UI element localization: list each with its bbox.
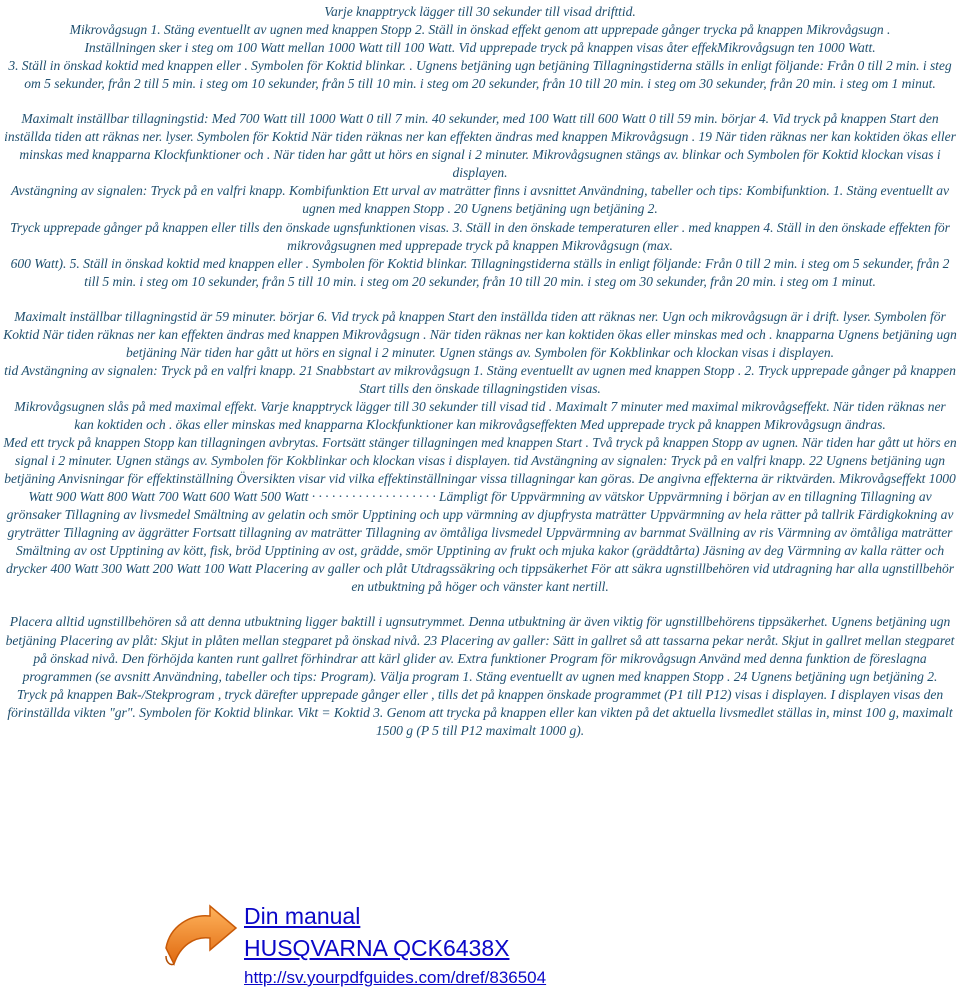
paragraph: tid Avstängning av signalen: Tryck på en valfri knapp. 21 Snabbstart av mikrovågsugn 1. Stäng eventuellt av ugnen med knappen Stopp . 2. Tryck upprepade gånger på knappen Start tills den önskade tillagningstiden visas.: [4, 362, 956, 396]
footer-links: [244, 900, 546, 990]
paragraph: Maximalt inställbar tillagningstid är 59 minuter. börjar 6. Vid tryck på knappen Start den inställda tiden att räknas ner. Ugn och mikrovågsugn är i drift. lyser. Symbolen för Koktid När tiden räknas ner kan effekten ändras med knappen Mikrovågsugn . När tiden räknas ner kan koktiden ökas eller minskas med och . knapparna Ugnens betjäning ugn betjäning När tiden har gått ut hörs en signal i 2 minuter. Ugnen stängs av. Symbolen för Kokblinkar och klockan visas i displayen.: [3, 308, 957, 360]
paragraph: Inställningen sker i steg om 100 Watt mellan 1000 Watt till 100 Watt. Vid upprepade tryck på knappen visas åter effekMikrovågsugn ten 1000 Watt.: [84, 40, 876, 56]
paragraph: Maximalt inställbar tillagningstid: Med 700 Watt till 1000 Watt 0 till 7 min. 40 sekunder, med 100 Watt till 600 Watt 0 till 59 min. börjar 4. Vid tryck på knappen Start den inställda tiden att räknas ner. lyser. Symbolen för Koktid När tiden räknas ner kan effekten ändras med knappen Mikrovågsugn . 19 När tiden räknas ner kan koktiden ökas eller minskas med knapparna Klockfunktioner och . När tiden har gått ut hörs en signal i 2 minuter. Mikrovågsugnen stängs av. blinkar och Symbolen för Koktid klockan visas i displayen.: [4, 111, 956, 181]
manual-url-link[interactable]: http://sv.yourpdfguides.com/dref/836504: [244, 968, 547, 987]
paragraph: Med ett tryck på knappen Stopp kan tillagningen avbrytas. Fortsätt stänger tillagningen med knappen Start . Två tryck på knappen Stopp av ugnen. När tiden har gått ut hörs en signal i 2 minuter. Ugnen stängs av. Symbolen för Kokblinkar och klockan visas i displayen. tid Avstängning av signalen: Tryck på en valfri knapp. 22 Ugnens betjäning ugn betjäning Anvisningar för effektinställning Översikten visar vid vilka effektinställningar vissa tillagningar kan göras. De angivna effekterna är riktvärden. Mikrovågseffekt 1000 Watt 900 Watt 800 Watt 700 Watt 600 Watt 500 Watt · · · · · · · · · · · · · · · · · · · Lämpligt för Uppvärmning av vätskor Uppvärmning i början av en tillagning Tillagning av grönsaker Tillagning av livsmedel Smältning av gelatin och smör Upptining och upp värmning av djupfrysta maträtter Uppvärmning av hela rätter på tallrik Färdigkokning av gryträtter Tillagning av äggrätter Fortsatt tillagning av maträtter Tillagning av ömtåliga livsmedel Uppvärmning av barnmat Svällning av ris Värmning av ömtåliga maträtter Smältning av ost Upptining av kött, fisk, bröd Upptining av ost, grädde, smör Upptining av frukt och mjuka kakor (gräddtårta) Jäsning av deg Värmning av kalla rätter och drycker 400 Watt 300 Watt 200 Watt 100 Watt Placering av galler och plåt Utdragssäkring och tippsäkerhet För att säkra ugnstillbehören vid utdragning har alla ugnstillbehör en utbuktning på höger och vänster kant nertill.: [3, 435, 957, 595]
manual-footer: [160, 900, 720, 995]
paragraph: 600 Watt). 5. Ställ in önskad koktid med knappen eller . Symbolen för Koktid blinkar. Tillagningstiderna ställs in enligt följande: Från 0 till 2 min. i steg om 5 sekunder, från 2 till 5 min. i steg om 10 sekunder, från 5 till 10 min. i steg om 20 sekunder, från 10 till 20 min. i steg om 30 sekunder, från 20 min. i steg om 1 minut.: [10, 255, 950, 289]
paragraph: Mikrovågsugn 1. Stäng eventuellt av ugnen med knappen Stopp 2. Ställ in önskad effekt genom att upprepade gånger trycka på knappen Mikrovågsugn .: [69, 22, 891, 38]
product-link[interactable]: HUSQVARNA QCK6438X: [244, 935, 510, 961]
manual-title-link[interactable]: Din manual: [244, 903, 361, 929]
paragraph: Tryck upprepade gånger på knappen eller tills den önskade ugnsfunktionen visas. 3. Ställ in den önskade temperaturen eller . med knappen 4. Ställ in den önskade effekten för mikrovågsugnen med upprepade tryck på knappen Mikrovågsugn (max.: [10, 219, 950, 253]
paragraph: Mikrovågsugnen slås på med maximal effekt. Varje knapptryck lägger till 30 sekunder till visad tid . Maximalt 7 minuter med maximal mikrovågseffekt. När tiden räknas ner kan koktiden och . ökas eller minskas med knapparna Klockfunktioner kan mikrovågseffekten Med upprepade tryck på knappen Mikrovågsugn ändras.: [14, 398, 946, 432]
paragraph: Tryck på knappen Bak-/Stekprogram , tryck därefter upprepade gånger eller , tills det på knappen önskade programmet (P1 till P12) visas i displayen. I displayen visas den förinställda vikten "gr". Symbolen för Koktid blinkar. Vikt = Koktid 3. Genom att trycka på knappen eller kan vikten på det aktuella livsmedlet ställas in, minst 100 g, maximalt 1500 g (P 5 till P12 maximalt 1000 g).: [7, 686, 953, 738]
paragraph: Varje knapptryck lägger till 30 sekunder till visad drifttid.: [324, 4, 636, 19]
paragraph: Avstängning av signalen: Tryck på en valfri knapp. Kombifunktion Ett urval av maträtter finns i avsnittet Användning, tabeller och tips: Kombifunktion. 1. Stäng eventuellt av ugnen med knappen Stopp . 20 Ugnens betjäning ugn betjäning 2.: [11, 183, 949, 217]
orange-arrow-icon: [160, 904, 238, 974]
paragraph: Placera alltid ugnstillbehören så att denna utbuktning ligger baktill i ugnsutrymmet. Denna utbuktning är även viktig för ugnstillbehörens tippsäkerhet. Ugnens betjäning ugn betjäning Placering av plåt: Skjut in plåten mellan stegparet på önskad nivå. 23 Placering av galler: Sätt in gallret så att tassarna pekar neråt. Skjut in gallret mellan stegparet på önskad nivå. Den förhöjda kanten runt gallret förhindrar att kärl glider av. Extra funktioner Program för mikrovågsugn Använd med denna funktion de föreslagna programmen (se avsnitt Användning, tabeller och tips: Program). Välja program 1. Stäng eventuellt av ugnen med knappen Stopp . 24 Ugnens betjäning ugn betjäning 2.: [5, 614, 955, 684]
manual-body-text: [3, 3, 957, 740]
paragraph: 3. Ställ in önskad koktid med knappen eller . Symbolen för Koktid blinkar. . Ugnens betjäning ugn betjäning Tillagningstiderna ställs in enligt följande: Från 0 till 2 min. i steg om 5 sekunder, från 2 till 5 min. i steg om 10 sekunder, från 5 till 10 min. i steg om 20 sekunder, från 10 till 20 min. i steg om 30 sekunder, från 20 min. i steg om 1 minut.: [8, 58, 952, 92]
